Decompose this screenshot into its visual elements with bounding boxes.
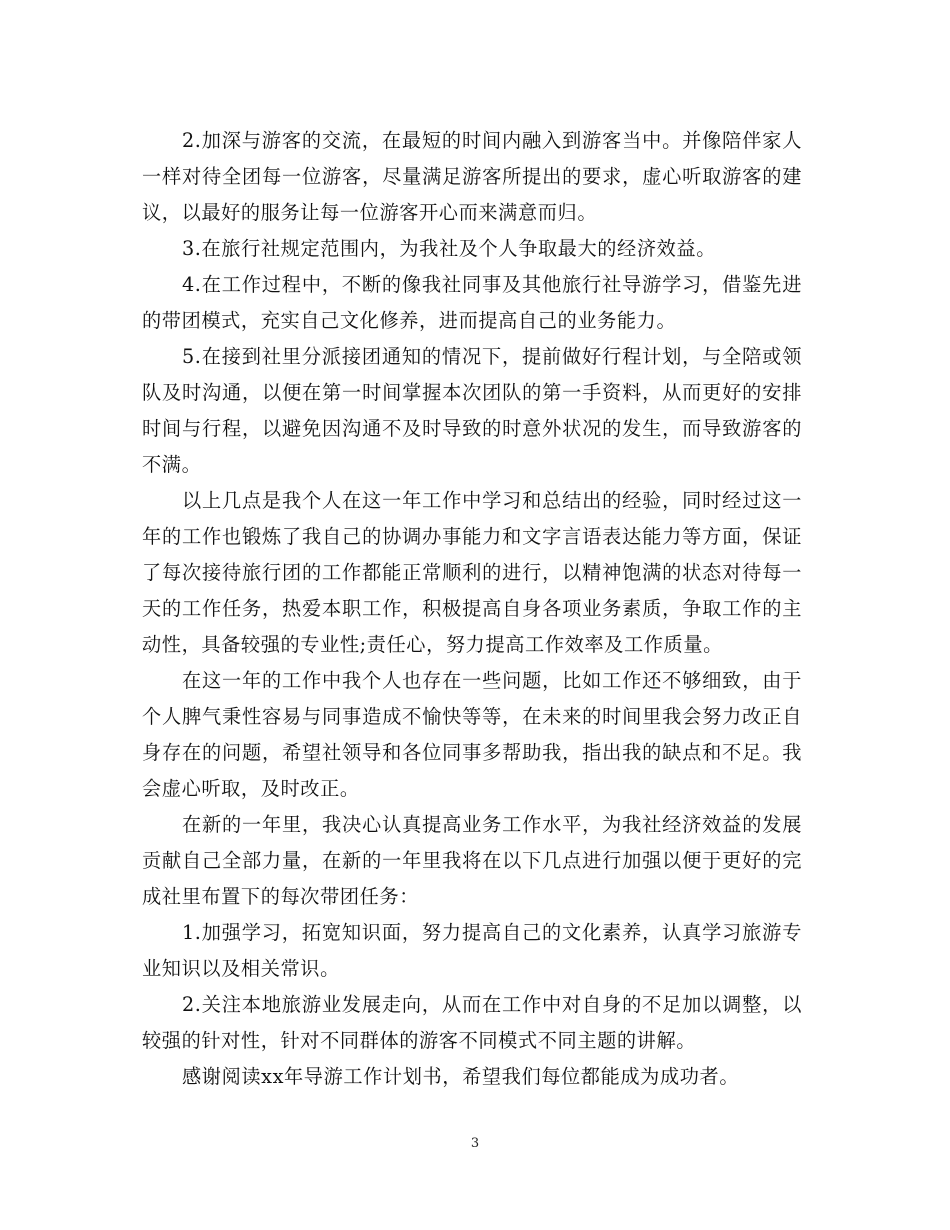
paragraph-item-3: 3.在旅行社规定范围内，为我社及个人争取最大的经济效益。 [182,237,716,260]
paragraph-new-year-plan: 在新的一年里，我决心认真提高业务工作水平，为我社经济效益的发展贡献自己全部力量，在新的一年里我将在以下几点进行加强以便于更好的完成社里布置下的每次带团任务： [142,813,802,908]
paragraph-closing: 感谢阅读xx年导游工作计划书，希望我们每位都能成为成功者。 [182,1065,740,1088]
paragraph-problems: 在这一年的工作中我个人也存在一些问题，比如工作还不够细致，由于个人脾气秉性容易与同事造成不愉快等等，在未来的时间里我会努力改正自身存在的问题，希望社领导和各位同事多帮助我，指出我的缺点和不足。我会虚心听取，及时改正。 [142,669,802,800]
page-number: 3 [470,1136,480,1151]
paragraph-item-2: 2.加深与游客的交流，在最短的时间内融入到游客当中。并像陪伴家人一样对待全团每一位游客，尽量满足游客所提出的要求，虚心听取游客的建议，以最好的服务让每一位游客开心而来满意而归。 [142,129,802,224]
paragraph-experience-summary: 以上几点是我个人在这一年工作中学习和总结出的经验，同时经过这一年的工作也锻炼了我自己的协调办事能力和文字言语表达能力等方面，保证了每次接待旅行团的工作都能正常顺利的进行，以精神饱满的状态对待每一天的工作任务，热爱本职工作，积极提高自身各项业务素质，争取工作的主动性，具备较强的专业性;责任心，努力提高工作效率及工作质量。 [142,489,802,656]
document-body [142,123,802,1095]
paragraph-item-4: 4.在工作过程中，不断的像我社同事及其他旅行社导游学习，借鉴先进的带团模式，充实自己文化修养，进而提高自己的业务能力。 [142,273,802,332]
paragraph-plan-item-2: 2.关注本地旅游业发展走向，从而在工作中对自身的不足加以调整，以较强的针对性，针对不同群体的游客不同模式不同主题的讲解。 [142,993,802,1052]
paragraph-item-5: 5.在接到社里分派接团通知的情况下，提前做好行程计划，与全陪或领队及时沟通，以便在第一时间掌握本次团队的第一手资料，从而更好的安排时间与行程，以避免因沟通不及时导致的时意外状况的发生，而导致游客的不满。 [142,345,802,476]
paragraph-plan-item-1: 1.加强学习，拓宽知识面，努力提高自己的文化素养，认真学习旅游专业知识以及相关常识。 [142,921,802,980]
